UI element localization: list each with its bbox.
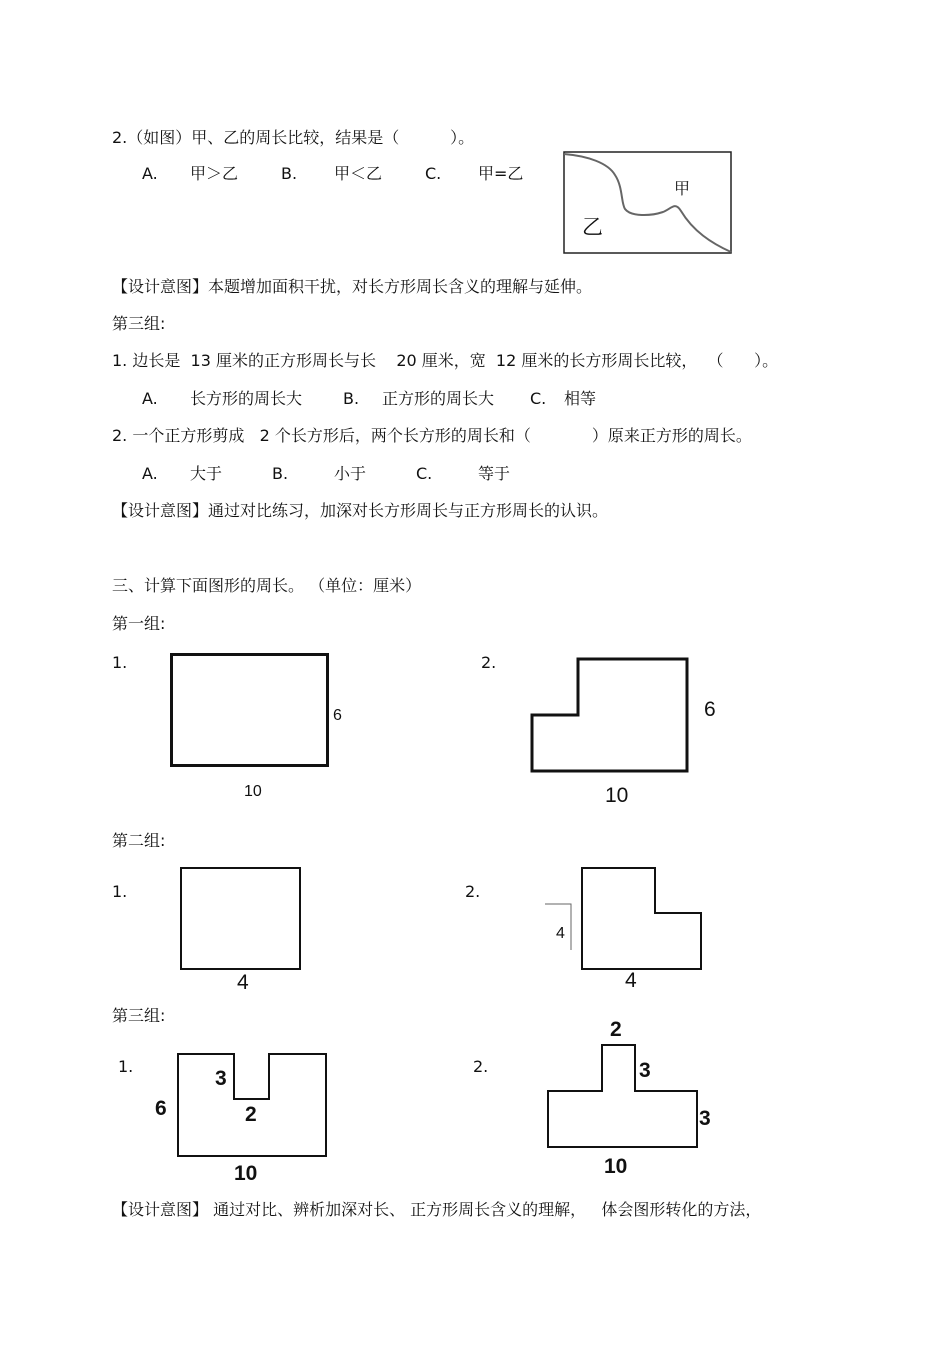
section3-title: 三、计算下面图形的周长。 （单位：厘米） [112,576,422,595]
calc-g3-fig2-number: 2. [473,1057,489,1076]
calc-g2-fig1-bottom-label: 4 [237,971,249,994]
q2-figure-label-yi: 乙 [582,216,603,239]
q2-option-a: 甲＞乙 [190,164,239,183]
calc-g3-fig2-top-label: 2 [610,1018,622,1041]
calc-g3-fig1-bottom-label: 10 [234,1162,258,1185]
g3q2-option-c-letter: C. [416,464,433,483]
calc-g2-fig1-number: 1. [112,882,128,901]
design-intent-3: 【设计意图】 通过对比、辨析加深对长、 正方形周长含义的理解， 体会图形转化的方法， [112,1200,762,1219]
q2-option-b-letter: B. [281,164,298,183]
calc-g1-fig1-bottom-label: 10 [244,783,262,800]
g3q1-option-c-letter: C. [530,389,547,408]
calc-g1-fig2-bottom-label: 10 [605,784,629,807]
calc-g3-fig2-bottom-label: 10 [604,1155,628,1178]
g3q2-option-b-letter: B. [272,464,289,483]
calc-g2-fig2-l-shape [543,867,703,971]
g3q2-option-a-letter: A. [142,464,158,483]
calc-g2-fig2-side-label: 4 [556,925,565,942]
calc-g3-fig1-notch-width-label: 2 [245,1103,257,1126]
calc-g1-fig2-stepped-shape [530,657,690,773]
g3q1-option-a-letter: A. [142,389,158,408]
g3q2-option-c: 等于 [478,464,511,483]
calc-g2-fig2-number: 2. [465,882,481,901]
q2-option-b: 甲＜乙 [334,164,383,183]
g3q1-option-a: 长方形的周长大 [190,389,303,408]
g3q2-option-a: 大于 [190,464,223,483]
calc-g1-fig1-side-label: 6 [333,707,342,724]
calc-g3-fig1-number: 1. [118,1057,134,1076]
design-intent-1: 【设计意图】本题增加面积干扰，对长方形周长含义的理解与延伸。 [112,277,593,296]
q2-option-a-letter: A. [142,164,158,183]
calc-g2-fig2-bottom-label: 4 [625,969,637,992]
calc-g1-fig1-number: 1. [112,653,128,672]
calc-group3-heading: 第三组: [112,1006,166,1025]
group3-heading: 第三组: [112,314,166,333]
calc-g3-fig2-t-shape [546,1043,700,1150]
q2-option-c: 甲=乙 [478,164,524,183]
calc-g3-fig1-side-label: 6 [155,1097,167,1120]
calc-g2-fig1-square [180,867,302,971]
calc-g1-fig1-rectangle [170,653,330,768]
g3q1-option-b: 正方形的周长大 [382,389,495,408]
g3q1-question: 1. 边长是 13 厘米的正方形周长与长 20 厘米，宽 12 厘米的长方形周长比较， （ ）。 [112,351,779,370]
q2-question: 2.（如图）甲、乙的周长比较，结果是（ ）。 [112,128,475,147]
g3q2-question: 2. 一个正方形剪成 2 个长方形后，两个长方形的周长和（ ）原来正方形的周长。 [112,426,752,445]
g3q1-option-b-letter: B. [343,389,360,408]
calc-g1-fig2-number: 2. [481,653,497,672]
g3q2-option-b: 小于 [334,464,367,483]
calc-g3-fig1-notch-depth-label: 3 [215,1067,227,1090]
q2-figure-label-jia: 甲 [674,181,691,198]
calc-group2-heading: 第二组: [112,831,166,850]
calc-group1-heading: 第一组: [112,614,166,633]
design-intent-2: 【设计意图】通过对比练习，加深对长方形周长与正方形周长的认识。 [112,501,609,520]
q2-option-c-letter: C. [425,164,442,183]
calc-g3-fig2-base-height-label: 3 [699,1107,711,1130]
calc-g1-fig2-side-label: 6 [704,698,716,721]
calc-g3-fig2-stem-height-label: 3 [639,1059,651,1082]
g3q1-option-c: 相等 [564,389,597,408]
